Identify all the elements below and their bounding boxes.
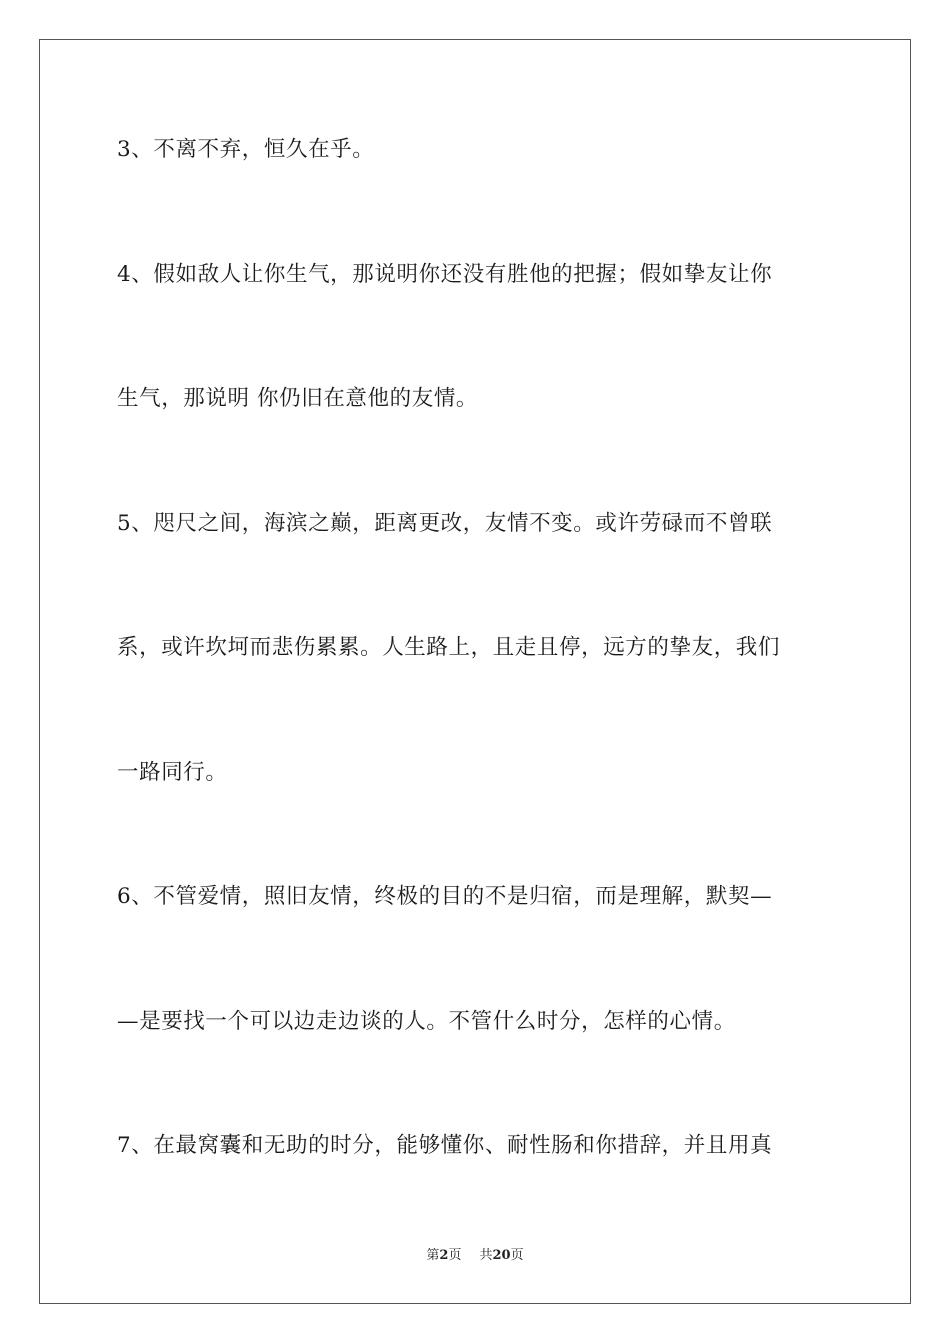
paragraph-line-9: 7、在最窝囊和无助的时分，能够懂你、耐性肠和你措辞，并且用真 <box>117 1133 773 1158</box>
paragraph-line-5: 系，或许坎坷而悲伤累累。人生路上，且走且停，远方的挚友，我们 <box>117 635 781 660</box>
footer-page-prefix: 第 <box>426 1248 440 1263</box>
paragraph-line-1: 3、不离不弃，恒久在乎。 <box>117 137 375 162</box>
paragraph-line-6: 一路同行。 <box>117 760 228 785</box>
paragraph-line-3: 生气，那说明 你仍旧在意他的友情。 <box>117 386 479 411</box>
footer-total-pages: 20 <box>492 1248 511 1263</box>
paragraph-line-7: 6、不管爱情，照旧友情，终极的目的不是归宿，而是理解，默契— <box>117 884 773 909</box>
footer-total-suffix: 页 <box>510 1248 524 1263</box>
paragraph-line-4: 5、咫尺之间，海滨之巅，距离更改，友情不变。或许劳碌而不曾联 <box>117 511 773 536</box>
paragraph-line-2: 4、假如敌人让你生气，那说明你还没有胜他的把握；假如挚友让你 <box>117 262 773 287</box>
page-footer <box>0 1246 950 1266</box>
footer-total-prefix: 共 <box>479 1248 493 1263</box>
footer-page-suffix: 页 <box>448 1248 462 1263</box>
footer-page-number: 2 <box>439 1248 449 1263</box>
paragraph-line-8: —是要找一个可以边走边谈的人。不管什么时分，怎样的心情。 <box>117 1009 736 1034</box>
page-border <box>39 39 911 1304</box>
